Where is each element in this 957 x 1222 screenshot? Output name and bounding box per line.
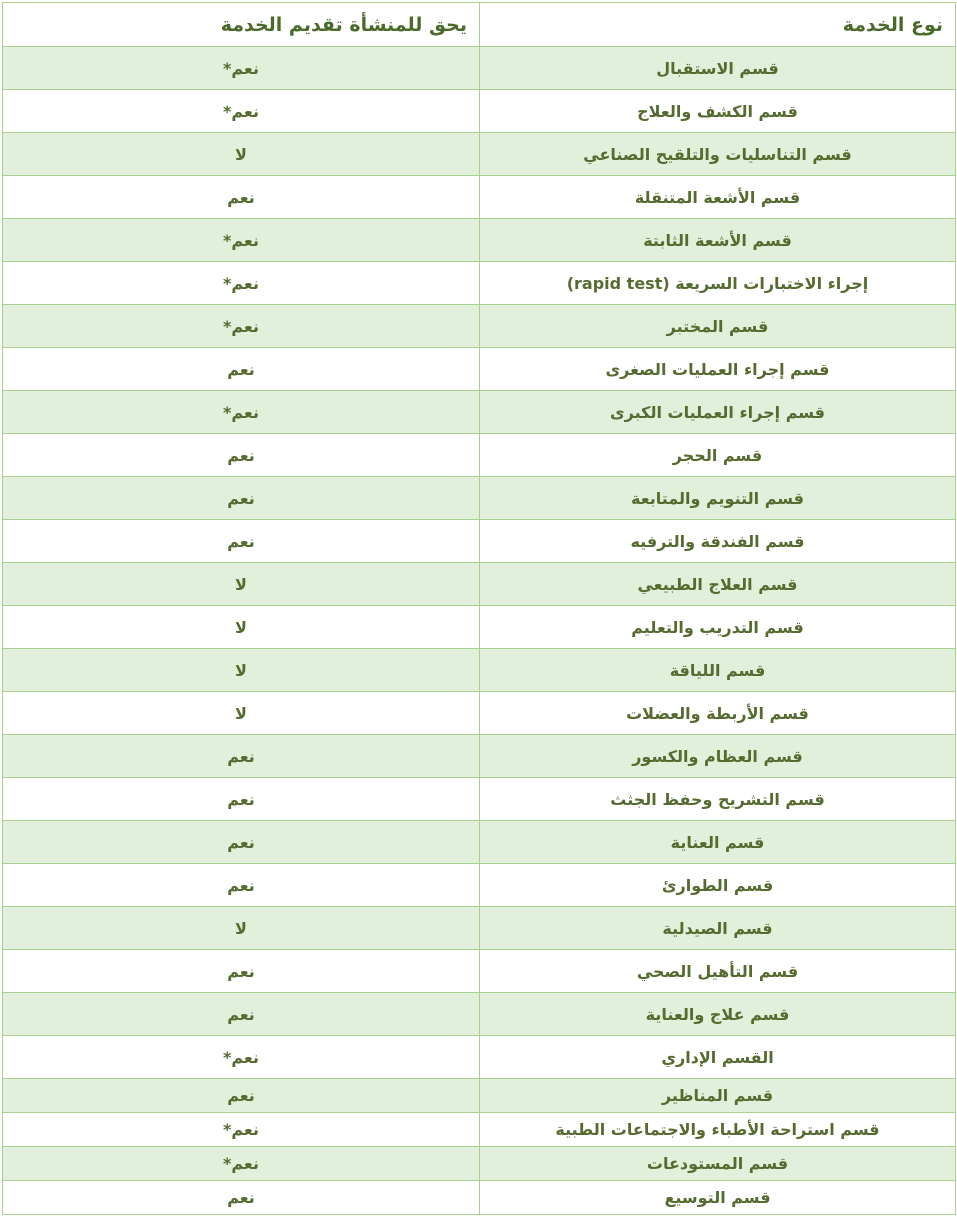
- table-header: [3, 3, 956, 47]
- table-row: [3, 1181, 956, 1215]
- table-row: [3, 993, 956, 1036]
- table-row: [3, 821, 956, 864]
- allowed-cell: نعم: [3, 477, 480, 520]
- allowed-cell: نعم: [3, 993, 480, 1036]
- allowed-cell: نعم: [3, 778, 480, 821]
- table-row: [3, 606, 956, 649]
- service-cell: قسم العظام والكسور: [480, 735, 956, 778]
- allowed-cell: لا: [3, 606, 480, 649]
- table-row: [3, 1147, 956, 1181]
- table-row: [3, 219, 956, 262]
- allowed-cell: لا: [3, 133, 480, 176]
- service-cell: إجراء الاختبارات السريعة (rapid test): [480, 262, 956, 305]
- services-table: [2, 2, 956, 1215]
- service-cell: قسم اللياقة: [480, 649, 956, 692]
- table-row: [3, 864, 956, 907]
- allowed-cell: نعم*: [3, 90, 480, 133]
- allowed-cell: نعم: [3, 434, 480, 477]
- service-cell: قسم الحجر: [480, 434, 956, 477]
- service-cell: قسم المناظير: [480, 1079, 956, 1113]
- allowed-cell: نعم: [3, 735, 480, 778]
- allowed-cell: نعم: [3, 864, 480, 907]
- table-row: [3, 391, 956, 434]
- allowed-cell: نعم: [3, 1079, 480, 1113]
- allowed-cell: نعم: [3, 520, 480, 563]
- allowed-cell: نعم*: [3, 1036, 480, 1079]
- table-row: [3, 47, 956, 90]
- allowed-cell: نعم: [3, 1181, 480, 1215]
- allowed-cell: لا: [3, 907, 480, 950]
- service-cell: قسم المختبر: [480, 305, 956, 348]
- table-row: [3, 1113, 956, 1147]
- allowed-cell: نعم*: [3, 47, 480, 90]
- service-cell: قسم الفندقة والترفيه: [480, 520, 956, 563]
- header-row: [3, 3, 956, 47]
- service-cell: قسم التدريب والتعليم: [480, 606, 956, 649]
- allowed-cell: نعم: [3, 348, 480, 391]
- service-cell: قسم التشريح وحفظ الجثث: [480, 778, 956, 821]
- service-cell: قسم استراحة الأطباء والاجتماعات الطبية: [480, 1113, 956, 1147]
- service-cell: قسم علاج والعناية: [480, 993, 956, 1036]
- service-cell: قسم الأشعة المتنقلة: [480, 176, 956, 219]
- table-row: [3, 907, 956, 950]
- service-cell: القسم الإداري: [480, 1036, 956, 1079]
- service-cell: قسم إجراء العمليات الصغرى: [480, 348, 956, 391]
- table-row: [3, 692, 956, 735]
- service-cell: قسم التناسليات والتلقيح الصناعي: [480, 133, 956, 176]
- service-cell: قسم المستودعات: [480, 1147, 956, 1181]
- allowed-cell: لا: [3, 692, 480, 735]
- allowed-cell: نعم: [3, 950, 480, 993]
- table-row: [3, 1036, 956, 1079]
- allowed-cell: نعم*: [3, 391, 480, 434]
- header-facility-allowed: يحق للمنشأة تقديم الخدمة: [3, 3, 480, 47]
- allowed-cell: نعم*: [3, 305, 480, 348]
- table-row: [3, 305, 956, 348]
- table-row: [3, 1079, 956, 1113]
- table-row: [3, 176, 956, 219]
- table-row: [3, 477, 956, 520]
- allowed-cell: نعم: [3, 176, 480, 219]
- table-row: [3, 262, 956, 305]
- service-cell: قسم الأربطة والعضلات: [480, 692, 956, 735]
- service-cell: قسم الطوارئ: [480, 864, 956, 907]
- table-row: [3, 563, 956, 606]
- table-row: [3, 520, 956, 563]
- service-cell: قسم الاستقبال: [480, 47, 956, 90]
- service-cell: قسم إجراء العمليات الكبرى: [480, 391, 956, 434]
- allowed-cell: لا: [3, 649, 480, 692]
- table-row: [3, 950, 956, 993]
- allowed-cell: نعم: [3, 821, 480, 864]
- service-cell: قسم العناية: [480, 821, 956, 864]
- allowed-cell: لا: [3, 563, 480, 606]
- table-body: [3, 47, 956, 1215]
- table-row: [3, 434, 956, 477]
- table-row: [3, 90, 956, 133]
- allowed-cell: نعم*: [3, 1113, 480, 1147]
- allowed-cell: نعم*: [3, 1147, 480, 1181]
- allowed-cell: نعم*: [3, 262, 480, 305]
- header-service-type: نوع الخدمة: [480, 3, 956, 47]
- table-row: [3, 649, 956, 692]
- table-row: [3, 133, 956, 176]
- service-cell: قسم التوسيع: [480, 1181, 956, 1215]
- table-row: [3, 778, 956, 821]
- service-cell: قسم التنويم والمتابعة: [480, 477, 956, 520]
- service-cell: قسم العلاج الطبيعي: [480, 563, 956, 606]
- service-cell: قسم الصيدلية: [480, 907, 956, 950]
- service-cell: قسم التأهيل الصحي: [480, 950, 956, 993]
- service-cell: قسم الأشعة الثابتة: [480, 219, 956, 262]
- table-row: [3, 735, 956, 778]
- service-cell: قسم الكشف والعلاج: [480, 90, 956, 133]
- allowed-cell: نعم*: [3, 219, 480, 262]
- table-row: [3, 348, 956, 391]
